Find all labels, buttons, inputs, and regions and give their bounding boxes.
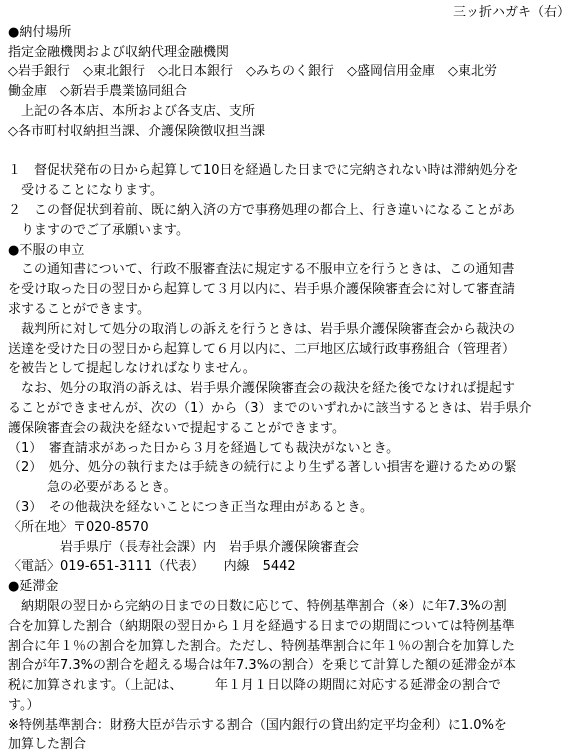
text-line: 〈電話〉019-651-3111（代表） 内線 5442	[8, 559, 296, 575]
text-line: （1） 審査請求があった日から３月を経過しても裁決がないとき。	[8, 440, 400, 456]
text-line: りますのでご了承願います。	[8, 222, 189, 238]
text-line: なお、処分の取消の訴えは、岩手県介護保険審査会の裁決を経た後でなければ提起す	[8, 381, 516, 397]
text-line: 送達を受けた日の翌日から起算して６月以内に、二戸地区広域行政事務組合（管理者）	[8, 341, 516, 357]
postcard-format-label: 三ッ折ハガキ（右）	[452, 5, 570, 20]
text-line: ◇各市町村収納担当課、介護保険徴収担当課	[8, 123, 265, 139]
text-line: 税に加算されます。（上記は、 年１月１日以降の期間に対応する延滞金の割合で	[8, 678, 501, 694]
text-line: 納期限の翌日から完納の日までの日数に応じて、特例基準割合（※）に年7.3%の割	[8, 598, 507, 614]
text-line: ●延滞金	[8, 579, 59, 595]
text-line: を受け取った日の翌日から起算して３月以内に、岩手県介護保険審査会に対して審査請	[8, 282, 516, 298]
text-line: ることができませんが、次の（1）から（3）までのいずれかに該当するときは、岩手県介	[8, 400, 532, 416]
text-line: 割合に年１％の割合を加算した割合。ただし、特例基準割合に年１％の割合を加算した	[8, 638, 516, 654]
text-line: この通知書について、行政不服審査法に規定する不服申立を行うときは、この通知書	[8, 262, 515, 278]
text-line: 裁判所に対して処分の取消しの訴えを行うときは、岩手県介護保険審査会から裁決の	[8, 321, 516, 337]
notice-document	[8, 3, 580, 755]
blank-line	[8, 142, 580, 162]
text-line: ◇岩手銀行 ◇東北銀行 ◇北日本銀行 ◇みちのく銀行 ◇盛岡信用金庫 ◇東北労	[8, 64, 497, 80]
text-line: 受けることになります。	[8, 183, 163, 199]
text-line: ●納付場所	[8, 24, 72, 40]
text-line: 急の必要があるとき。	[8, 480, 177, 496]
text-line: （3） その他裁決を経ないことにつき正当な理由があるとき。	[8, 499, 373, 515]
text-line: 〈所在地〉〒020-8570	[8, 519, 149, 535]
text-line: 上記の各本店、本所および各支店、支所	[8, 103, 256, 119]
text-line: ●不服の申立	[8, 242, 85, 258]
text-line: 護保険審査会の裁決を経ないで提起することができます。	[8, 420, 345, 436]
text-line: す。）	[8, 697, 40, 713]
text-line: 働金庫 ◇新岩手農業協同組合	[8, 84, 187, 100]
text-line: 岩手県庁（長寿社会課）内 岩手県介護保険審査会	[8, 539, 360, 555]
text-line: 求することができます。	[8, 301, 150, 317]
document-body	[8, 23, 580, 755]
text-line: を被告として提起しなければなりません。	[8, 361, 256, 377]
text-line: 加算した割合	[8, 737, 87, 753]
text-line: １ 督促状発布の日から起算して10日を経過した日までに完納されない時は滞納処分を	[8, 163, 519, 179]
text-line: （2） 処分、処分の執行または手続きの続行により生ずる著しい損害を避けるための緊	[8, 460, 517, 476]
text-line: 合を加算した割合（納期限の翌日から１月を経過する日までの期間については特例基準	[8, 618, 515, 634]
text-line: ※特例基準割合：財務大臣が告示する割合（国内銀行の貸出約定平均金利）に1.0%を	[8, 717, 507, 733]
text-line: ２ この督促状到着前、既に納入済の方で事務処理の都合上、行き違いになることがあ	[8, 202, 516, 218]
text-line: 指定金融機関および収納代理金融機関	[8, 44, 230, 60]
text-line: 割合が年7.3%の割合を超える場合は年7.3%の割合）を乗じて計算した額の延滞金が本	[8, 658, 517, 674]
